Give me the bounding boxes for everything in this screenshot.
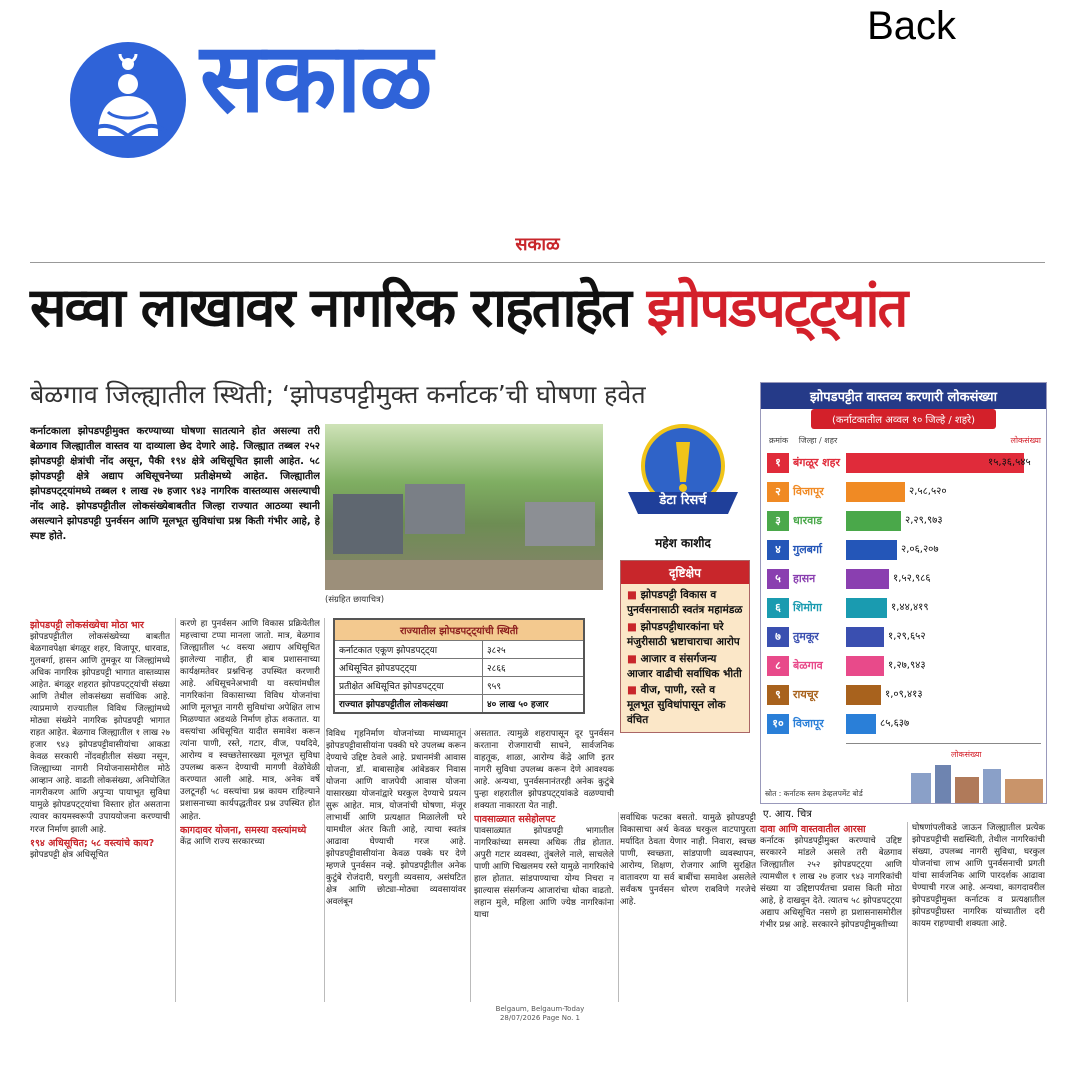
population-chart	[760, 382, 1047, 804]
masthead-rule	[30, 262, 1045, 263]
subhead: बेळगाव जिल्ह्यातील स्थिती; ‘झोपडपट्टीमुक्त कर्नाटक’ची घोषणा हवेत	[30, 380, 646, 409]
chart-category-label: विजापूर	[793, 717, 824, 730]
chart-rank: ५	[767, 569, 789, 589]
headline-red: झोपडपट्ट्यांत	[646, 276, 907, 339]
chart-value-label: १५,३६,५४५	[988, 457, 1031, 468]
column-3	[326, 728, 466, 1002]
header-rank: क्रमांक	[769, 436, 789, 445]
column-4-heading: पावसाळ्यात ससेहोलपट	[474, 814, 556, 826]
glance-box	[620, 560, 750, 733]
chart-source: स्रोत : कर्नाटक स्लम डेव्हलपमेंट बोर्ड	[765, 789, 863, 798]
column-6	[760, 822, 902, 1002]
column-2-text-2: केंद्र आणि राज्य सरकारच्या	[180, 836, 265, 847]
chart-value-label: १,५२,९८६	[893, 573, 931, 584]
chart-header	[769, 435, 1041, 446]
table-row: कर्नाटकात एकूण झोपडपट्ट्या ३८२५	[335, 640, 583, 658]
sakal-logo-icon	[68, 40, 188, 160]
photo-caption: (संग्रहित छायाचित्र)	[325, 595, 385, 605]
chart-category-label: धारवाड	[793, 514, 822, 527]
chart-axis	[846, 743, 1041, 744]
data-research-badge	[624, 422, 742, 532]
column-3-text: विविध गृहनिर्माण योजनांच्या माध्यमातून झोपडपट्टीवासीयांना पक्की घरे उपलब्ध करून देण्याचे उद्दिष्ट ठेवले आहे. प्रधानमंत्री आवास योजना, डॉ. बाबासाहेब आंबेडकर निवास योजना आणि वाजपेयी आवास योजना यासारख्या योजनांद्वारे घरकुल देण्याचे प्रयत्न सुरू आहेत. मात्र, योजनांची घोषणा, मंजूर लाभार्थी आणि प्रत्यक्षात मिळालेली घरे यामधील अंतर किती आहे, त्याचा स्वतंत्र आढावा घेण्याची गरज आहे. झोपडपट्टीवासीयांना केवळ पक्के घर देणे म्हणजे पुनर्वसन नव्हे. झोपडपट्टीतील अनेक कुटुंबे रोजंदारी, घरगुती व्यवसाय, असंघटित क्षेत्र आणि छोट्या-मोठ्या व्यवसायांवर अवलंबून	[326, 729, 466, 908]
chart-rank: ८	[767, 656, 789, 676]
chart-value-label: २,०६,२०७	[901, 544, 939, 555]
chart-value-label: २,५८,५२०	[909, 486, 947, 497]
chart-bar	[846, 627, 884, 647]
chart-rank: ६	[767, 598, 789, 618]
column-2-heading: कागदावर योजना, समस्या वस्त्यांमध्ये	[180, 824, 307, 836]
masthead: सकाळ	[515, 234, 560, 255]
slum-stats-table	[333, 618, 585, 714]
list-item: ■ झोपडपट्टी विकास व पुनर्वसनासाठी स्वतंत्र महामंडळ	[627, 589, 743, 616]
footer-line: Belgaum, Belgaum-Today	[495, 1005, 585, 1013]
chart-rank: १०	[767, 714, 789, 734]
list-item: ■ झोपडपट्टीधारकांना घरे मंजुरीसाठी भ्रष्टाचाराचा आरोप	[627, 620, 740, 648]
header-city: जिल्हा / शहर	[798, 436, 838, 445]
chart-category-label: गुलबर्गा	[793, 543, 822, 556]
chart-category-label: विजापूर	[793, 485, 824, 498]
chart-rank: ९	[767, 685, 789, 705]
column-5-text: सर्वाधिक फटका बसतो. यामुळे झोपडपट्टी विकासाचा अर्थ केवळ घरकुल वाटपापुरता मर्यादित ठेवता येणार नाही. निवारा, स्वच्छ पाणी, स्वच्छता, सांडपाणी व्यवस्थापन, आरोग्य, शिक्षण, रोजगार आणि सुरक्षित वातावरण या सर्व बाबींचा समावेश असलेले सर्वंकष पुनर्वसन धोरण राबविणे गरजेचे आहे.	[620, 813, 756, 908]
chart-value-label: ८५,६३७	[880, 718, 910, 729]
chart-subtitle: (कर्नाटकातील अव्वल १० जिल्हे / शहरे)	[811, 409, 996, 429]
chart-bar	[846, 511, 901, 531]
chart-value-label: १,०९,४१३	[885, 689, 923, 700]
column-1-heading-2: १९४ अधिसूचित; ५८ वस्त्यांचे काय?	[30, 837, 155, 849]
author-name: महेश काशीद	[655, 536, 711, 550]
hut-shape	[333, 494, 403, 554]
slum-photo	[325, 424, 603, 590]
chart-category-label: बेळगाव	[793, 659, 823, 672]
table-row: राज्यात झोपडपट्टीतील लोकसंख्या ४० लाख ५० हजार	[335, 694, 583, 712]
chart-value-label: १,४४,४१९	[891, 602, 929, 613]
footer-line: 28/07/2026 Page No. 1	[499, 1014, 581, 1023]
chart-rank: ७	[767, 627, 789, 647]
column-7-text: घोषणांपलीकडे जाऊन जिल्ह्यातील प्रत्येक झोपडपट्टीची सद्यस्थिती, तेथील नागरिकांची संख्या, उपलब्ध नागरी सुविधा, घरकुल योजनांचा लाभ आणि पुनर्वसनाची प्रगती यांचा सार्वजनिक आणि पारदर्शक आढावा घेण्याची गरज आहे. अन्यथा, कागदावरील झोपडपट्टीमुक्त कर्नाटक व प्रत्यक्षातील झोपडपट्टीग्रस्त नागरिक यांच्यातील दरी कायम राहण्याची शक्यता आहे.	[912, 823, 1045, 930]
column-divider	[907, 822, 908, 1002]
column-6-heading: दावा आणि वास्तवातील आरसा	[760, 824, 866, 835]
column-divider	[618, 812, 619, 1002]
chart-category-label: शिमोगा	[793, 601, 822, 614]
chart-bar	[846, 569, 889, 589]
hut-shape	[525, 502, 595, 546]
chart-xlabel: लोकसंख्या	[951, 750, 982, 759]
glance-title: दृष्टिक्षेप	[621, 561, 749, 584]
back-button[interactable]: Back	[867, 4, 956, 48]
column-divider	[324, 618, 325, 1002]
header-value: लोकसंख्या	[1010, 436, 1041, 445]
chart-value-label: १,२९,६५२	[888, 631, 926, 642]
column-4-text: असतात. त्यामुळे शहरापासून दूर पुनर्वसन करताना रोजगाराची साधने, सार्वजनिक वाहतूक, शाळा, आरोग्य केंद्रे आणि इतर नागरी सुविधा उपलब्ध करून देणे आवश्यक आहे. अन्यथा, पुनर्वसनानंतरही अनेक कुटुंबे पुन्हा शहरातील झोपडपट्ट्यांकडे वळण्याची शक्यता नाकारता येत नाही.	[474, 729, 614, 812]
chart-bar	[846, 482, 905, 502]
ground-shape	[325, 560, 603, 590]
chart-value-label: १,२७,९४३	[888, 660, 926, 671]
chart-bar	[846, 540, 897, 560]
list-item: ■ आजार व संसर्गजन्य आजार वाढीची सर्वाधिक भीती	[627, 652, 742, 680]
newspaper-page	[30, 232, 1045, 1032]
chart-rank: ३	[767, 511, 789, 531]
chart-category-label: हासन	[793, 572, 816, 585]
chart-bar	[846, 685, 881, 705]
chart-rank: ४	[767, 540, 789, 560]
brand-name: सकाळ	[200, 22, 431, 134]
column-5	[620, 812, 756, 1002]
chart-category-label: बंगळूर शहर	[793, 456, 840, 469]
chart-bar	[846, 598, 887, 618]
column-1-text: झोपडपट्टीतील लोकसंख्येच्या बाबतीत बेळगावपेक्षा बंगळूर शहर, विजापूर, धारवाड, गुलबर्गा, हासन आणि तुमकूर या जिल्ह्यांमध्ये अधिक नागरिक झोपडपट्टी भागात वास्तव्यास आहेत. बंगळूर शहरात झोपडपट्ट्यांची संख्या आणि तेथील लोकसंख्या सर्वाधिक आहे. त्याप्रमाणे राज्यातील विविध जिल्ह्यांमध्ये मोठ्या संख्येने नागरिक झोपडपट्टी भागात राहत आहेत. बेळगाव जिल्ह्यातील १ लाख २७ हजार ९४३ झोपडपट्टीवासीयांचा आकडा केवळ सरकारी नोंदवहीतील संख्या नसून, जिल्ह्याच्या नागरी नियोजनासमोरील मोठे आव्हान आहे. वाढती लोकसंख्या, अनियोजित नागरीकरण आणि अपुऱ्या पायाभूत सुविधा यामुळे झोपडपट्ट्यांचा विस्तार होत असताना त्यावर कायमस्वरूपी उपाययोजना करण्याची गरज निर्माण झाली आहे.	[30, 632, 170, 835]
column-1-heading: झोपडपट्टी लोकसंख्येचा मोठा भार	[30, 620, 144, 631]
column-4	[474, 728, 614, 1002]
badge-label: डेटा रिसर्च	[659, 493, 707, 508]
chart-bars	[761, 449, 1046, 739]
image-credit: ए. आय. चित्र	[763, 809, 812, 820]
column-6-text: कर्नाटक झोपडपट्टीमुक्त करण्याचे उद्दिष्ट सरकारने मांडले असले तरी बेळगाव जिल्ह्यातील २५२ झोपडपट्ट्या आणि त्यामधील १ लाख २७ हजार ९४३ नागरिकांची संख्या या उद्दिष्टापर्यंतचा प्रवास किती मोठा आहे, हे दाखवून देते. त्यातच ५८ झोपडपट्ट्या अद्याप अधिसूचित नसणे हा प्रशासनासमोरील गंभीर प्रश्न आहे. सरकारने झोपडपट्टीमुक्तीच्या	[760, 836, 902, 931]
headline-black: सव्वा लाखावर नागरिक राहताहेत	[30, 276, 647, 339]
table-row: अधिसूचित झोपडपट्ट्या २८६६	[335, 658, 583, 676]
lead-paragraph: कर्नाटकाला झोपडपट्टीमुक्त करण्याच्या घोषणा सातत्याने होत असल्या तरी बेळगाव जिल्ह्यातील वास्तव या दाव्याला छेद देणारे आहे. जिल्ह्यात तब्बल २५२ झोपडपट्टी क्षेत्रांची नोंद असून, पैकी १९४ क्षेत्रे अधिसूचित झाली आहेत. ५८ झोपडपट्टी क्षेत्रे अद्याप अधिसूचनेच्या प्रतीक्षेमध्ये आहेत. जिल्ह्यातील झोपडपट्ट्यांमध्ये तब्बल १ लाख २७ हजार ९४३ नागरिक वास्तव्यास असल्याची नोंद आहे. झोपडपट्टीतील लोकसंख्येबाबतीत जिल्हा राज्यात आठव्या स्थानी असल्याने झोपडपट्टी पुनर्वसन आणि मूलभूत सुविधांचा प्रश्न किती गंभीर आहे, हे स्पष्ट होते.	[30, 426, 320, 542]
column-divider	[470, 728, 471, 1002]
chart-value-label: २,२९,९७३	[905, 515, 943, 526]
chart-category-label: रायचूर	[793, 688, 819, 701]
chart-category-label: तुमकूर	[793, 630, 819, 643]
column-2-text: करणे हा पुनर्वसन आणि विकास प्रक्रियेतील महत्त्वाचा टप्पा मानला जातो. मात्र, बेळगाव जिल्ह्यातील ५८ वस्त्या अद्याप अधिसूचित झालेल्या नाहीत, ही बाब प्रशासनाच्या कार्यक्षमतेवर प्रश्नचिन्ह उपस्थित करणारी आहे. अधिसूचनेअभावी या वस्त्यांमधील नागरिकांना विकासाच्या विविध योजनांचा आणि मूलभूत नागरी सुविधांचा अपेक्षित लाभ मिळण्यात अडथळे निर्माण होऊ शकतात. या वस्त्यांचा अधिसूचित यादीत समावेश करून त्यांना पाणी, रस्ते, गटार, वीज, पथदिवे, आरोग्य व स्वच्छतेसारख्या मूलभूत सुविधा उपलब्ध करून देण्याची मागणी वेळोवेळी करण्यात आली आहे. मात्र, अनेक वर्षे उलटूनही ५८ वस्त्यांचा प्रश्न कायम राहिल्याने प्रशासनाच्या कार्यपद्धतीवर प्रश्न उपस्थित होत आहेत.	[180, 619, 320, 822]
hut-shape	[405, 484, 465, 534]
chart-rank: १	[767, 453, 789, 473]
chart-bar	[846, 656, 884, 676]
column-2	[180, 618, 320, 1002]
list-item: ■ वीज, पाणी, रस्ते व मूलभूत सुविधांपासून लोक वंचित	[627, 684, 726, 727]
column-7	[912, 822, 1045, 1002]
chart-title: झोपडपट्टीत वास्तव्य करणारी लोकसंख्या	[761, 383, 1046, 409]
column-4-text-2: पावसाळ्यात झोपडपट्टी भागातील नागरिकांच्या समस्या अधिक तीव्र होतात. अपुरी गटार व्यवस्था, तुंबलेले नाले, साचलेले पाणी आणि चिखलमय रस्ते यामुळे नागरिकांचे हाल होतात. सांडपाण्याचा योग्य निचरा न झाल्यास संसर्गजन्य आजारांचा धोका वाढतो. लहान मुले, महिला आणि ज्येष्ठ नागरिकांना याचा	[474, 826, 614, 921]
column-divider	[175, 618, 176, 1002]
chart-bar	[846, 714, 876, 734]
table-title: राज्यातील झोपडपट्ट्यांची स्थिती	[335, 620, 583, 640]
chart-rank: २	[767, 482, 789, 502]
page-footer	[480, 1005, 600, 1023]
column-1	[30, 618, 170, 1002]
table-row: प्रतीक्षेत अधिसूचित झोपडपट्ट्या ९५९	[335, 676, 583, 694]
column-1-text-2: झोपडपट्टी क्षेत्र अधिसूचित	[30, 849, 109, 860]
headline	[30, 276, 906, 341]
